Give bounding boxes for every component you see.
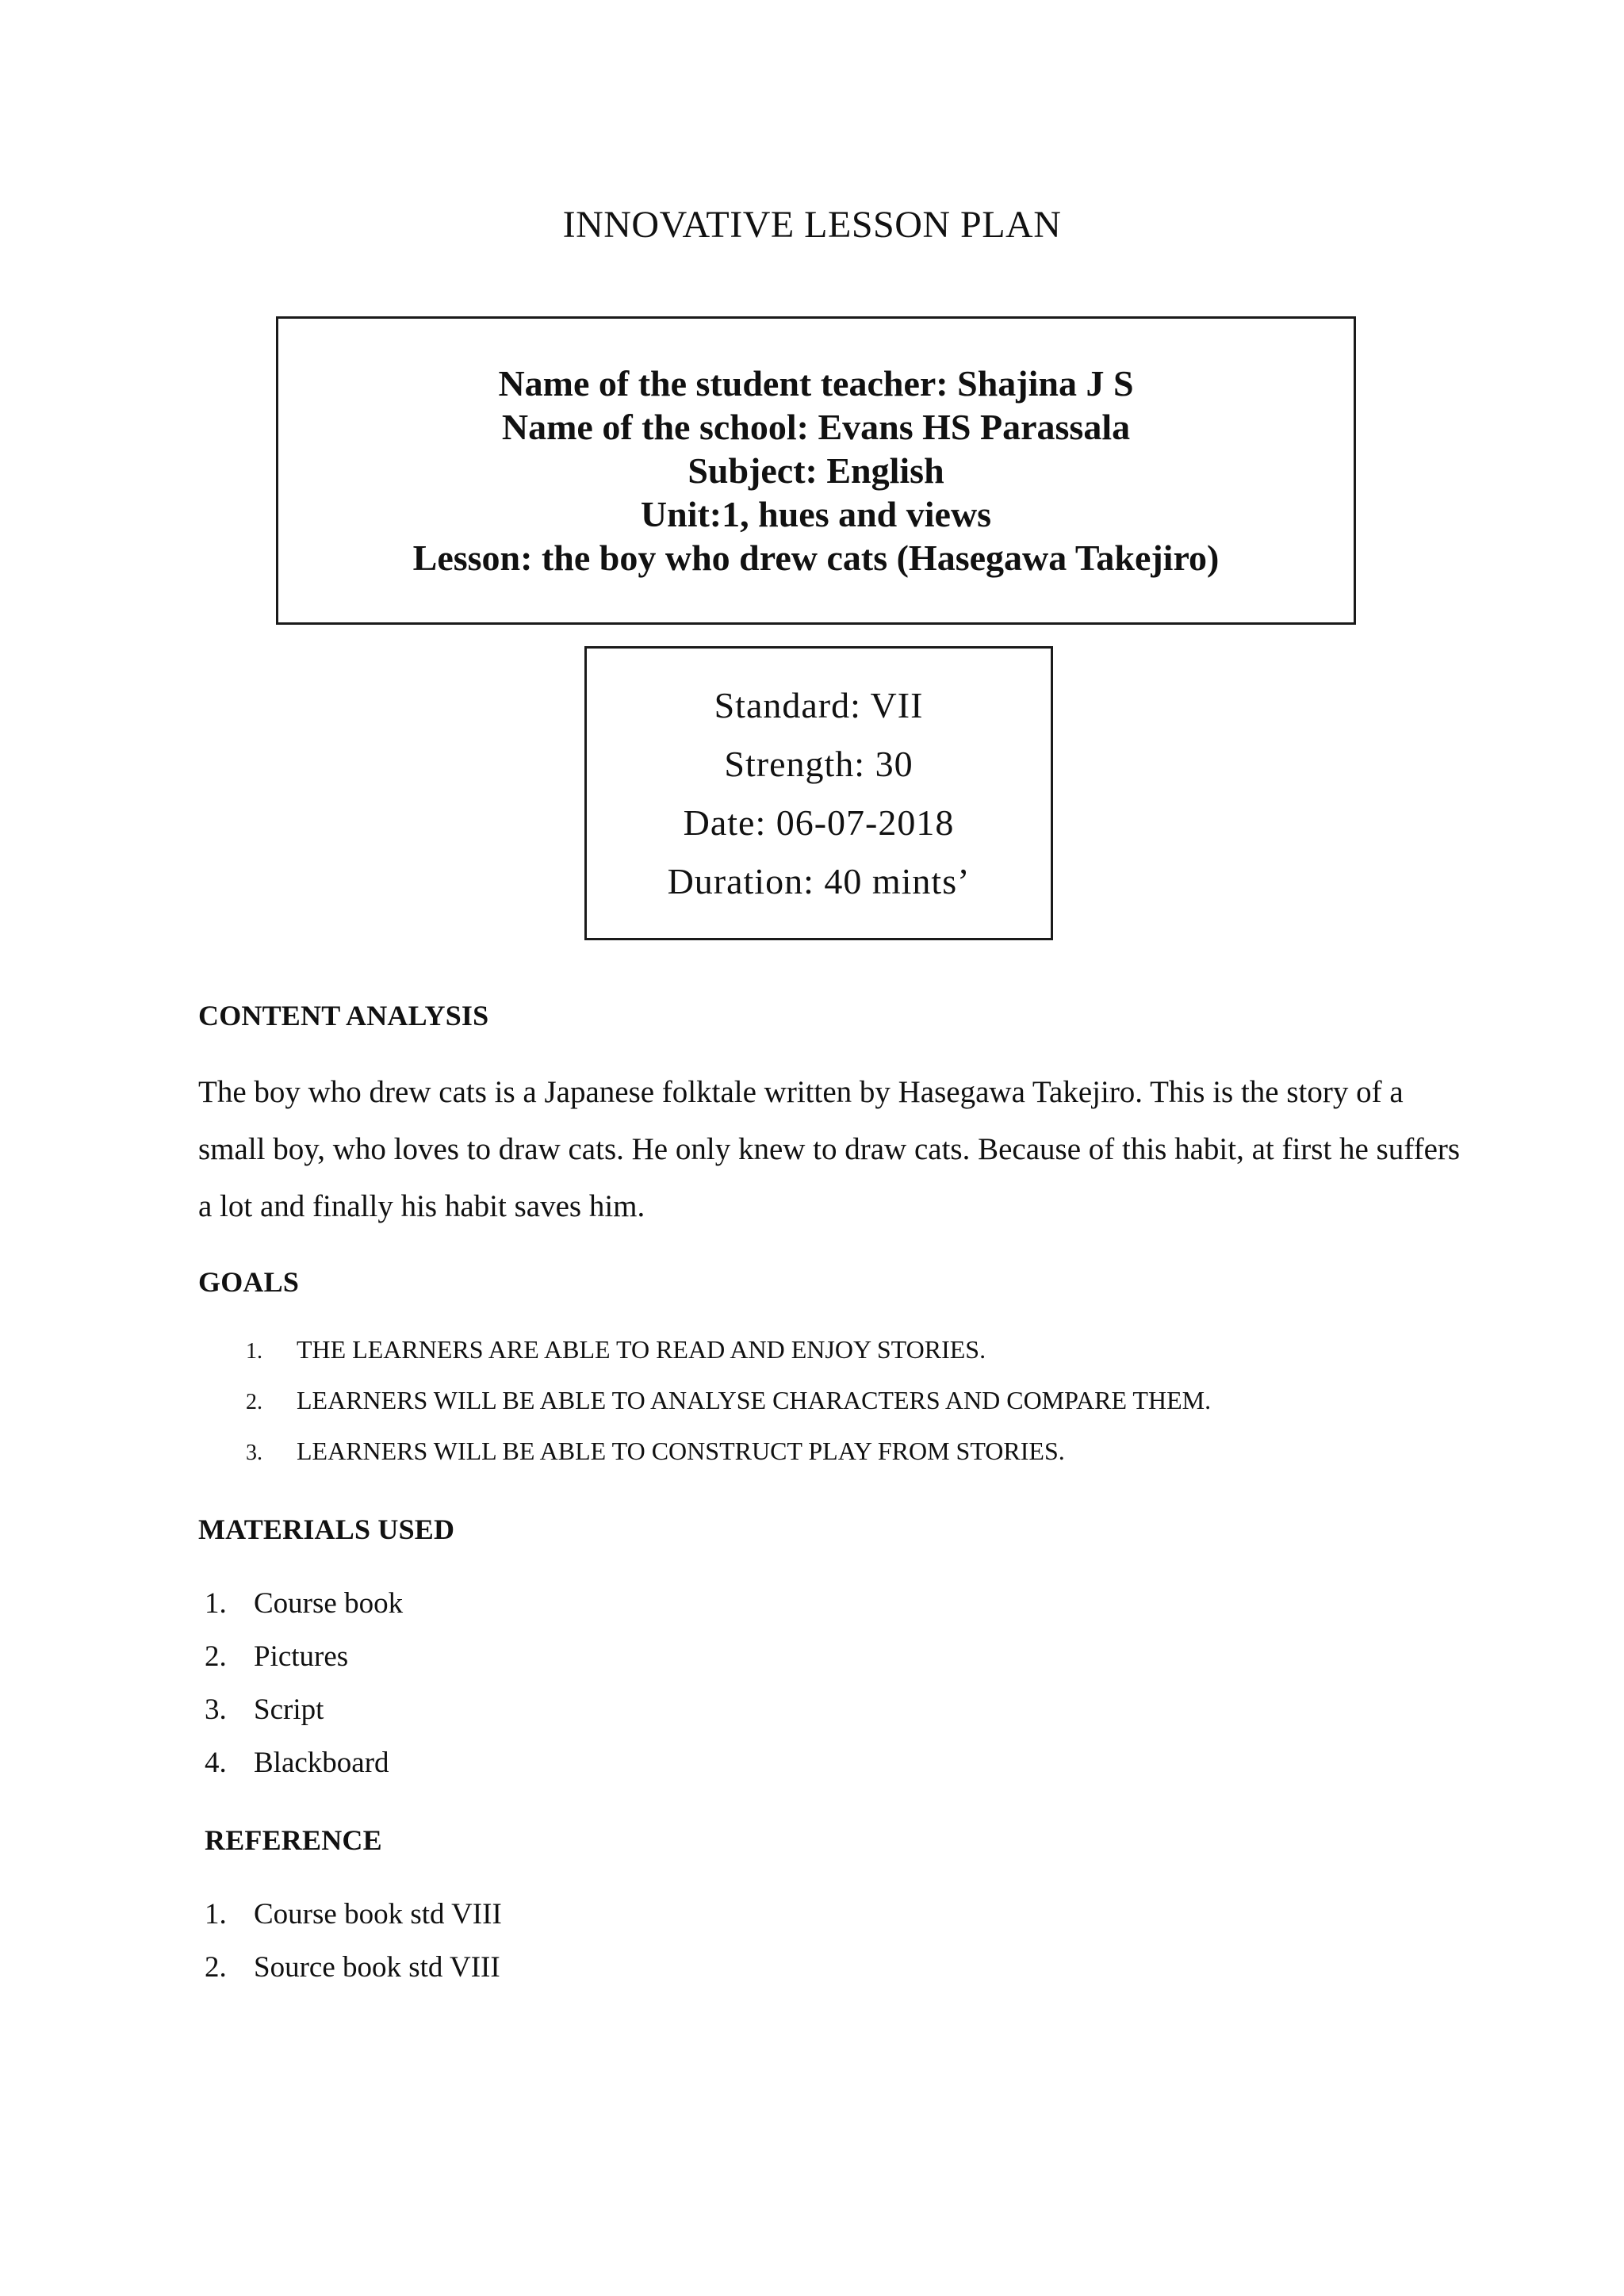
list-number: 3. — [205, 1693, 227, 1726]
list-text: Blackboard — [254, 1747, 389, 1779]
list-item — [205, 1950, 502, 2003]
goals-heading: GOALS — [198, 1266, 300, 1298]
strength: Strength: 30 — [724, 743, 914, 784]
lesson-title: Lesson: the boy who drew cats (Hasegawa Takejiro) — [412, 538, 1220, 578]
list-item — [205, 1896, 502, 1950]
list-number: 2. — [205, 1951, 227, 1984]
goals-list — [246, 1332, 1211, 1484]
list-item — [246, 1433, 1211, 1484]
list-number: 4. — [205, 1747, 227, 1779]
materials-list — [205, 1586, 403, 1798]
list-number: 1. — [205, 1898, 227, 1931]
student-teacher-name: Name of the student teacher: Shajina J S — [498, 363, 1134, 404]
list-number: 2. — [246, 1390, 262, 1414]
duration: Duration: 40 mints’ — [667, 860, 971, 901]
list-text: Course book — [254, 1587, 404, 1620]
list-number: 1. — [205, 1587, 227, 1620]
list-text: LEARNERS WILL BE ABLE TO CONSTRUCT PLAY FROM STORIES. — [297, 1437, 1065, 1465]
reference-list — [205, 1896, 502, 2003]
subject: Subject: English — [688, 450, 944, 491]
list-number: 3. — [246, 1441, 262, 1465]
class-meta-box — [584, 646, 1053, 940]
content-analysis-heading: CONTENT ANALYSIS — [198, 1000, 489, 1031]
reference-heading: REFERENCE — [205, 1824, 382, 1856]
list-number: 2. — [205, 1640, 227, 1673]
list-item — [246, 1332, 1211, 1383]
page-title: INNOVATIVE LESSON PLAN — [562, 204, 1062, 246]
list-text: Pictures — [254, 1640, 349, 1673]
list-item — [205, 1745, 403, 1798]
list-item — [205, 1586, 403, 1639]
list-number: 1. — [246, 1339, 262, 1364]
list-text: Script — [254, 1693, 324, 1726]
lesson-info-box — [276, 316, 1356, 625]
school-name: Name of the school: Evans HS Parassala — [501, 407, 1131, 447]
list-text: Course book std VIII — [254, 1898, 502, 1931]
list-item — [205, 1692, 403, 1745]
list-item — [205, 1639, 403, 1692]
standard: Standard: VII — [714, 684, 924, 725]
content-analysis-text: The boy who drew cats is a Japanese folktale written by Hasegawa Takejiro. This is the story of a small boy, who loves to draw cats. He only knew to draw cats. Because of this habit, at first he suffers a lot and finally his habit saves him. — [198, 1075, 1461, 1223]
list-text: Source book std VIII — [254, 1951, 500, 1984]
unit: Unit:1, hues and views — [640, 494, 992, 534]
date: Date: 06-07-2018 — [683, 802, 955, 843]
list-text: THE LEARNERS ARE ABLE TO READ AND ENJOY STORIES. — [297, 1335, 986, 1364]
list-item — [246, 1383, 1211, 1433]
materials-heading: MATERIALS USED — [198, 1513, 455, 1545]
list-text: LEARNERS WILL BE ABLE TO ANALYSE CHARACTERS AND COMPARE THEM. — [297, 1386, 1212, 1414]
